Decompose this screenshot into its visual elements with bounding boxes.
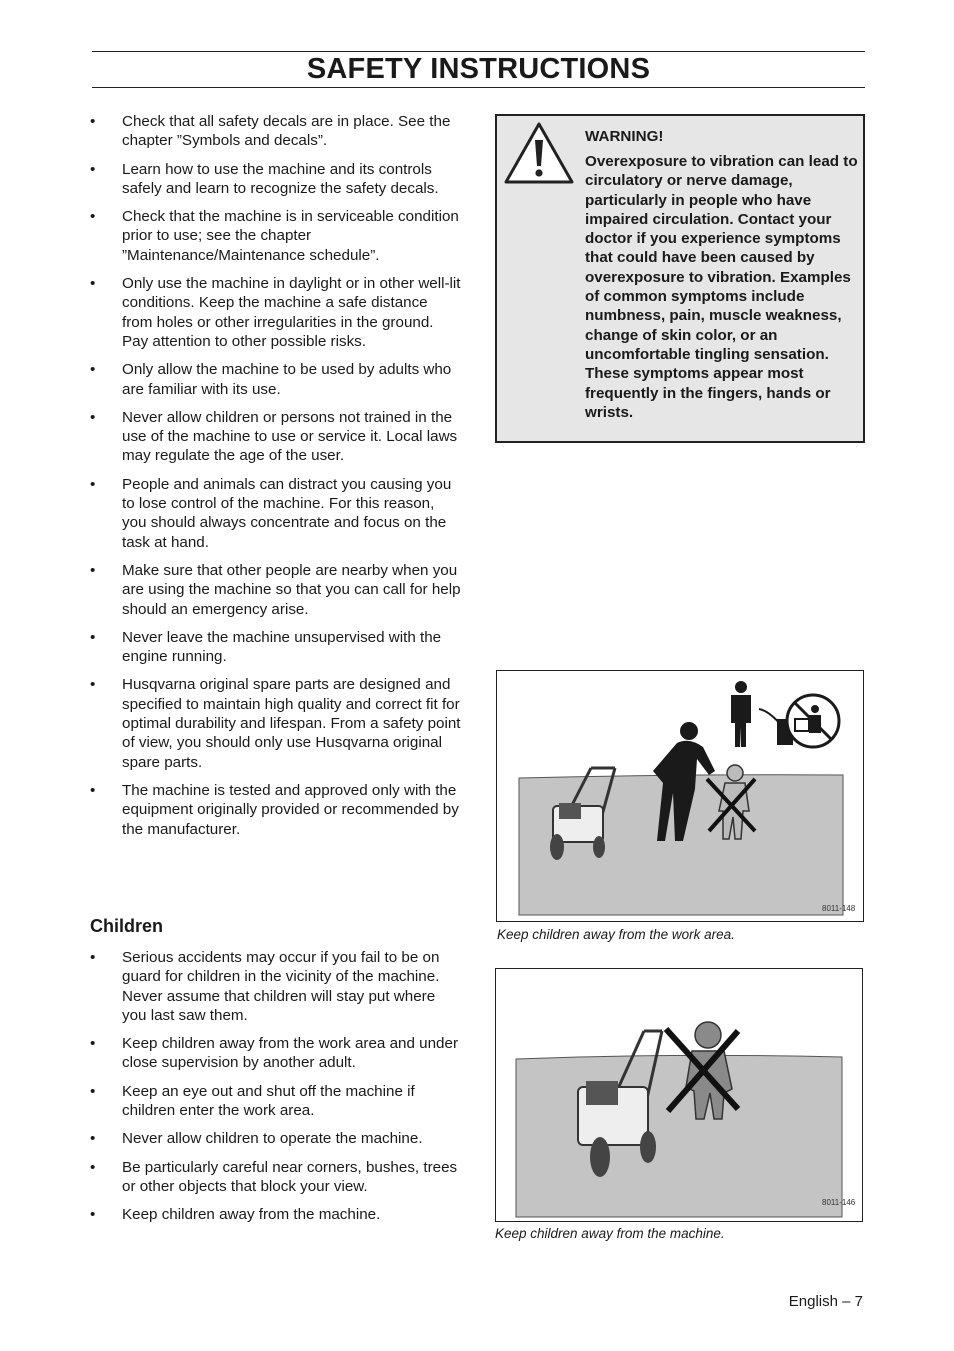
bullet-icon: • bbox=[90, 628, 96, 646]
figure-machine bbox=[495, 968, 863, 1222]
list-item bbox=[90, 207, 462, 265]
list-item-text: Keep an eye out and shut off the machine if children enter the work area. bbox=[122, 1082, 415, 1120]
bullet-icon: • bbox=[90, 676, 96, 694]
bullet-icon: • bbox=[90, 113, 96, 130]
bullet-icon: • bbox=[90, 475, 96, 493]
illustration-child-near-machine bbox=[496, 969, 862, 1221]
list-item bbox=[90, 1158, 462, 1197]
list-item bbox=[90, 475, 462, 552]
list-item bbox=[90, 1082, 462, 1121]
list-item-text: People and animals can distract you causing you to lose control of the machine. For this reason, you should always concentrate and focus on the task at hand. bbox=[122, 475, 452, 551]
list-item bbox=[90, 1205, 462, 1224]
figure-caption: Keep children away from the machine. bbox=[495, 1226, 725, 1241]
list-item bbox=[90, 408, 462, 466]
figure-code: 8011-146 bbox=[822, 1198, 856, 1207]
list-item bbox=[90, 561, 462, 619]
bullet-icon: • bbox=[90, 949, 96, 966]
bullet-icon: • bbox=[90, 1130, 96, 1148]
figure-code: 8011-148 bbox=[822, 904, 856, 913]
list-item bbox=[90, 781, 462, 839]
warning-text: Overexposure to vibration can lead to circulatory or nerve damage, particularly in people who have impaired circulation. Contact your doctor if you experience symptoms that could have been caused by overexposure to vibration. Examples of common symptoms include numbness, pain, muscle weakness, change of skin color, or an uncomfortable tingling sensation. These symptoms appear most frequently in the fingers, hands or wrists. bbox=[585, 153, 858, 421]
bullet-icon: • bbox=[90, 361, 96, 379]
warning-triangle-icon bbox=[503, 120, 575, 186]
list-item bbox=[90, 1129, 462, 1148]
bullet-icon: • bbox=[90, 781, 96, 799]
list-item bbox=[90, 274, 462, 351]
list-item bbox=[90, 360, 462, 399]
vibration-warning-box bbox=[495, 114, 865, 443]
bullet-icon: • bbox=[90, 561, 96, 579]
header-bottom-rule bbox=[92, 87, 865, 88]
children-list bbox=[90, 948, 462, 1225]
list-item-text: Only allow the machine to be used by adults who are familiar with its use. bbox=[122, 361, 452, 398]
list-item-text: Never allow children or persons not trained in the use of the machine to use or service it. Local laws may regulate the age of the user. bbox=[122, 408, 458, 465]
warning-title: WARNING! bbox=[585, 128, 664, 145]
list-item-text: Never allow children to operate the machine. bbox=[122, 1130, 423, 1148]
page-title: SAFETY INSTRUCTIONS bbox=[306, 53, 651, 85]
general-safety-list bbox=[90, 112, 462, 839]
list-item-text: Make sure that other people are nearby when you are using the machine so that you can call for help should an emergency arise. bbox=[122, 561, 461, 618]
bullet-icon: • bbox=[90, 275, 96, 293]
list-item-text: Serious accidents may occur if you fail to be on guard for children in the vicinity of the machine. Never assume that children will stay put where you last saw them. bbox=[122, 949, 440, 1024]
list-item-text: The machine is tested and approved only with the equipment originally provided or recommended by the manufacturer. bbox=[122, 781, 459, 838]
list-item bbox=[90, 628, 462, 667]
bullet-icon: • bbox=[90, 1206, 96, 1224]
page-number: English – 7 bbox=[788, 1293, 863, 1310]
list-item bbox=[90, 1034, 462, 1073]
children-section bbox=[90, 948, 462, 1234]
list-item-text: Never leave the machine unsupervised with the engine running. bbox=[122, 628, 442, 666]
list-item bbox=[90, 948, 462, 1025]
bullet-icon: • bbox=[90, 160, 96, 178]
bullet-icon: • bbox=[90, 1158, 96, 1176]
list-item-text: Keep children away from the machine. bbox=[122, 1206, 381, 1224]
figure-work-area bbox=[496, 670, 864, 922]
list-item-text: Check that the machine is in serviceable condition prior to use; see the chapter ”Maintenance/Maintenance schedule”. bbox=[122, 208, 459, 264]
bullet-icon: • bbox=[90, 1035, 96, 1053]
list-item-text: Husqvarna original spare parts are designed and specified to maintain high quality and correct fit for optimal durability and lifespan. From a safety point of view, you should only use Husqvarna original spare parts. bbox=[122, 676, 461, 771]
list-item-text: Be particularly careful near corners, bushes, trees or other objects that block your view. bbox=[122, 1158, 458, 1195]
list-item-text: Keep children away from the work area and under close supervision by another adult. bbox=[122, 1035, 459, 1072]
list-item bbox=[90, 675, 462, 771]
list-item-text: Only use the machine in daylight or in other well-lit conditions. Keep the machine a safe distance from holes or other irregularities in the ground. Pay attention to other possible risks. bbox=[122, 275, 461, 350]
list-item-text: Check that all safety decals are in place. See the chapter ”Symbols and decals”. bbox=[122, 113, 451, 150]
children-heading: Children bbox=[90, 916, 164, 936]
illustration-child-near-work-area bbox=[497, 671, 863, 921]
bullet-icon: • bbox=[90, 1082, 96, 1100]
list-item bbox=[90, 160, 462, 199]
list-item bbox=[90, 112, 462, 151]
figure-caption: Keep children away from the work area. bbox=[497, 927, 735, 942]
list-item-text: Learn how to use the machine and its controls safely and learn to recognize the safety decals. bbox=[122, 160, 439, 197]
bullet-icon: • bbox=[90, 408, 96, 426]
general-safety-section bbox=[90, 112, 462, 848]
bullet-icon: • bbox=[90, 208, 96, 226]
